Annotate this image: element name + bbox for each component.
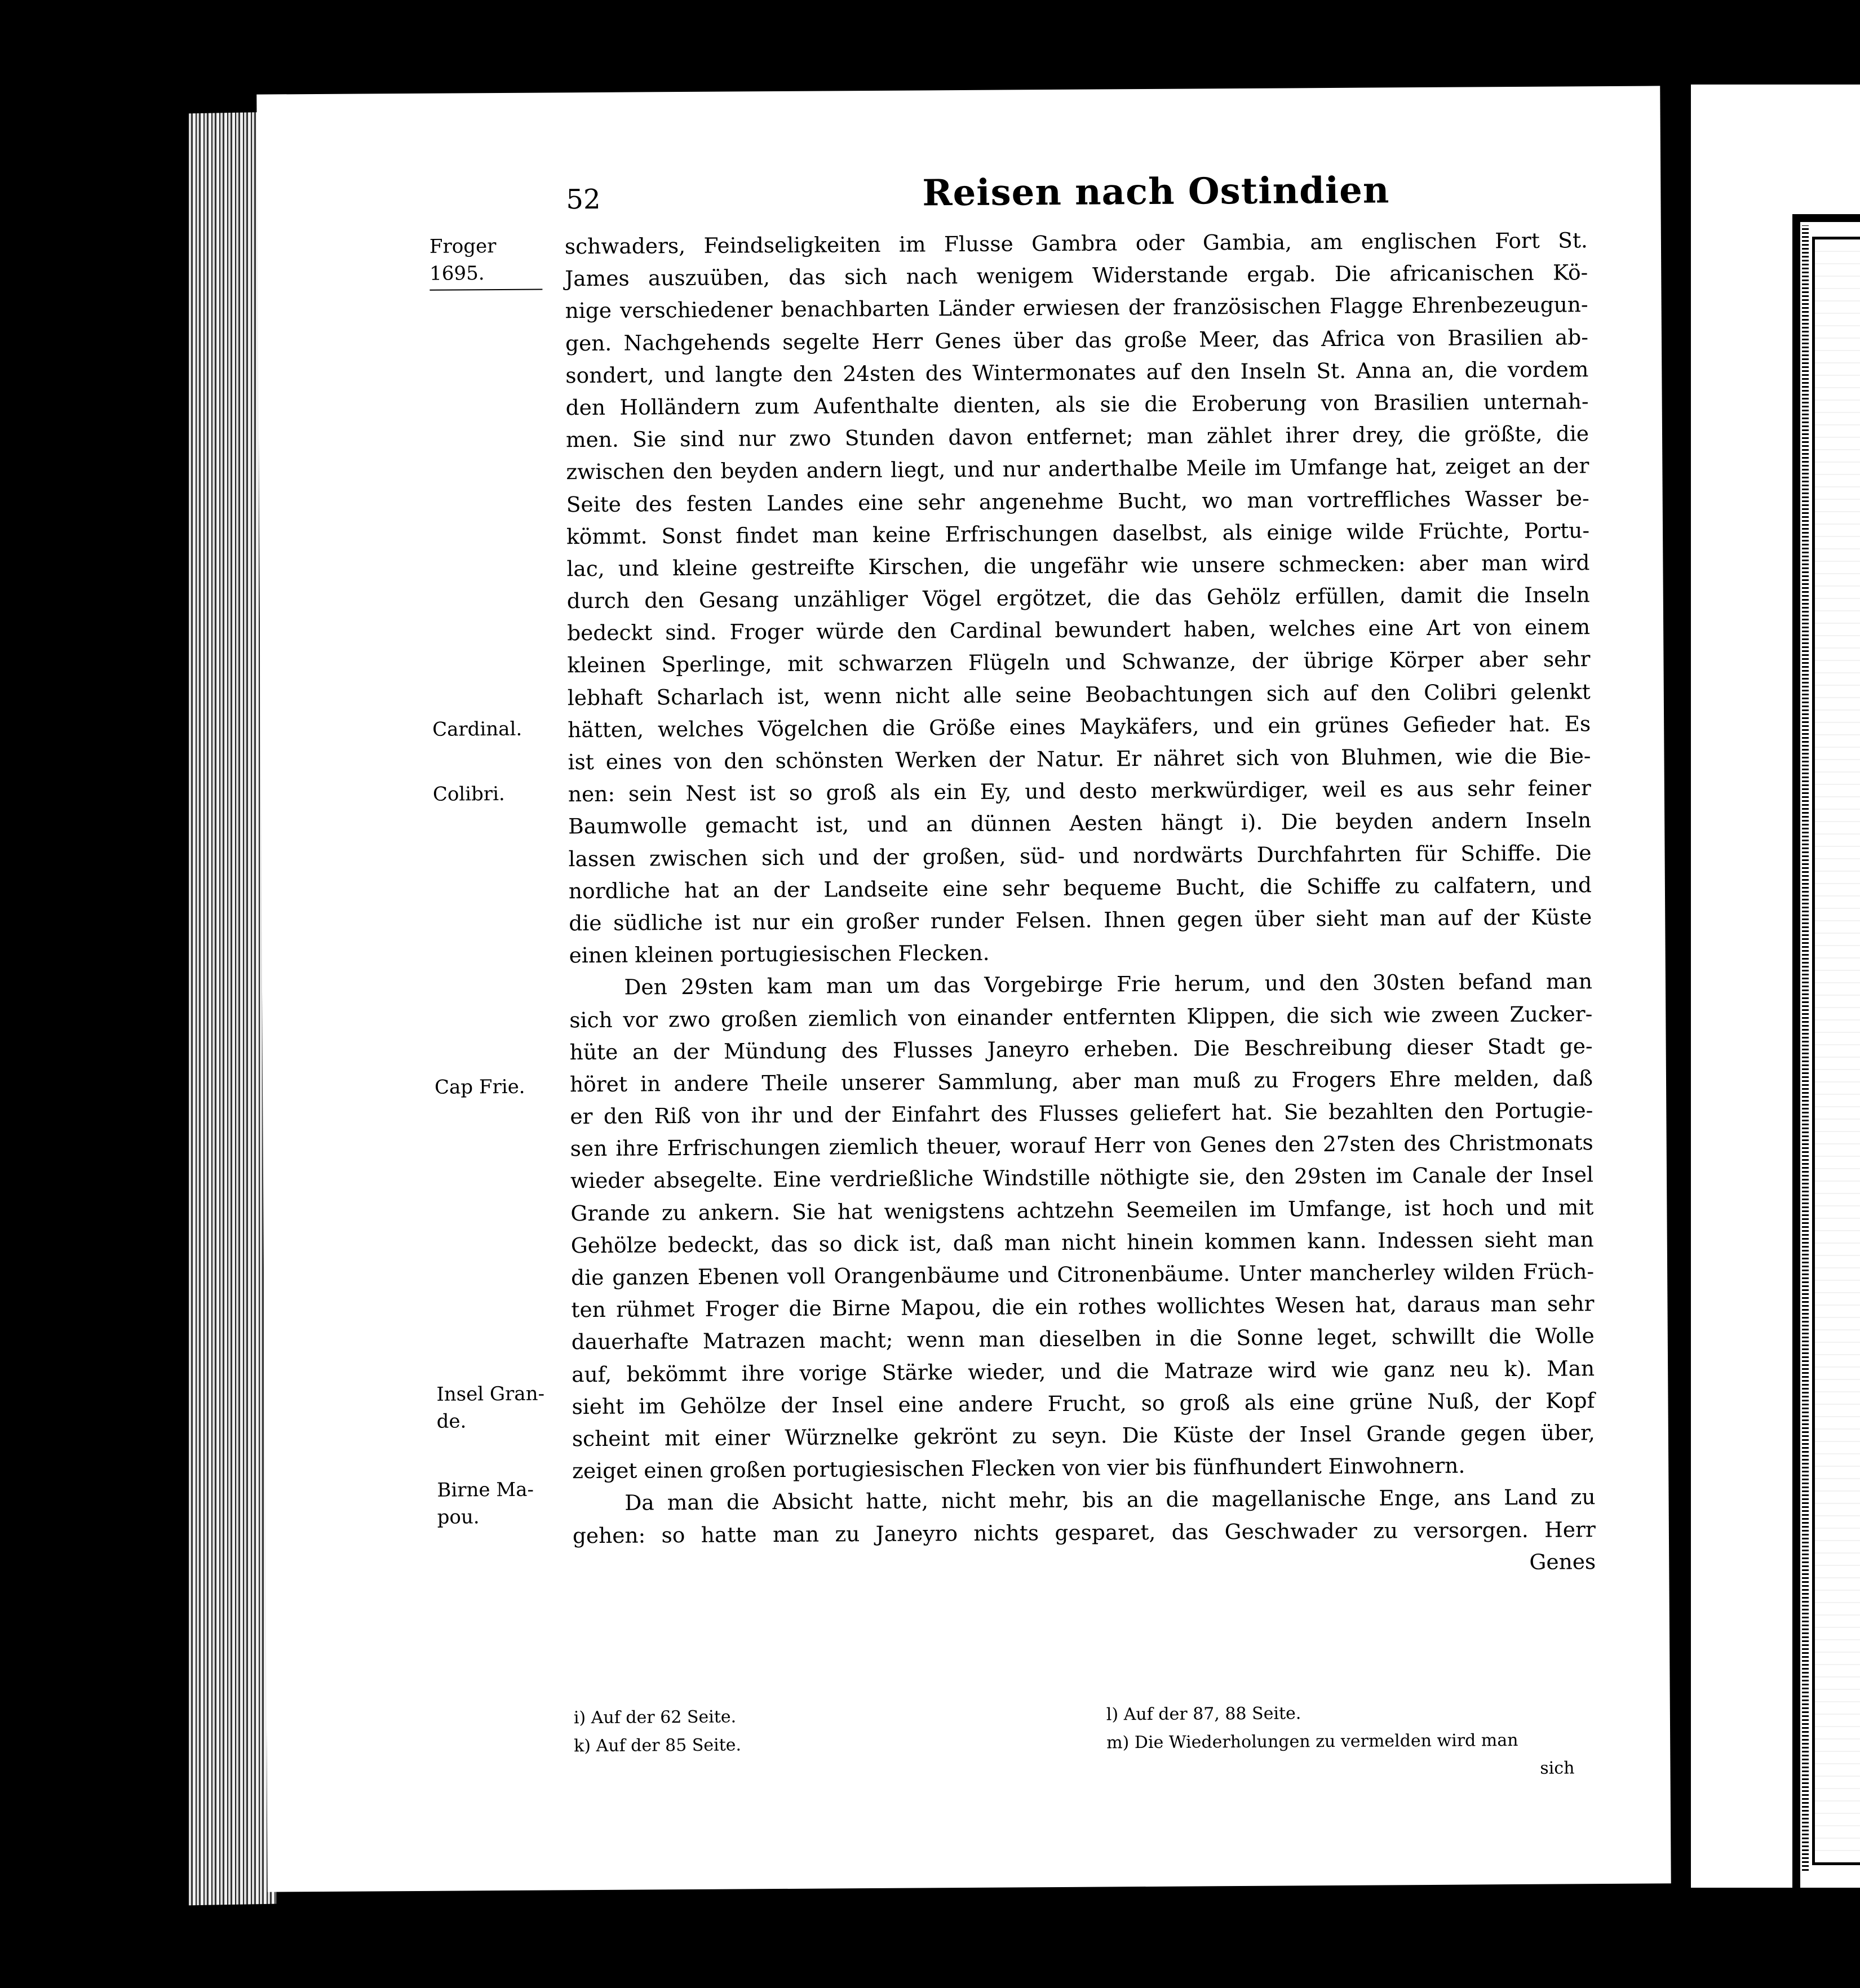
text-line: schwaders, Feindseligkeiten im Flusse Gambra oder Gambia, am englischen Fort St. [564, 228, 1588, 259]
text-line: er den Riß von ihr und der Einfahrt des Flusses geliefert hat. Sie bezahlten den Portugie- [570, 1098, 1593, 1129]
footnote: i) Auf der 62 Seite. [573, 1707, 737, 1728]
text-line: Baumwolle gemacht ist, und an dünnen Aesten hängt i). Die beyden andern Inseln [568, 807, 1592, 839]
margin-note: Cardinal. [432, 717, 522, 741]
text-line: wieder absegelte. Eine verdrießliche Windstille nöthigte sie, den 29sten im Canale der Insel [570, 1162, 1594, 1193]
text-line: hüte an der Mündung des Flusses Janeyro erheben. Die Beschreibung dieser Stadt ge- [569, 1033, 1593, 1064]
text-line: dauerhafte Matrazen macht; wenn man dieselben in die Sonne leget, schwillt die Wolle [571, 1323, 1595, 1355]
text-line: ten rühmet Froger die Birne Mapou, die ein rothes wollichtes Wesen hat, daraus man sehr [571, 1291, 1595, 1323]
book-page [256, 86, 1671, 1892]
text-line: gen. Nachgehends segelte Herr Genes über das große Meer, das Africa von Brasilien ab- [565, 324, 1589, 356]
margin-note: Cap Frie. [434, 1075, 525, 1099]
text-line: zwischen den beyden andern liegt, und nur anderthalbe Meile im Umfange hat, zeiget an der [566, 453, 1589, 485]
text-line: scheint mit einer Würznelke gekrönt zu seyn. Die Küste der Insel Grande gegen über, [572, 1420, 1595, 1452]
text-line: Gehölze bedeckt, das so dick ist, daß man nicht hinein kommen kann. Indessen sieht man [570, 1226, 1594, 1258]
text-line: sieht im Gehölze der Insel eine andere Frucht, so groß als eine grüne Nuß, der Kopf [572, 1387, 1595, 1419]
text-line: lassen zwischen sich und der großen, süd- und nordwärts Durchfahrten für Schiffe. Die [568, 840, 1592, 871]
running-head: Reisen nach Ostindien [922, 169, 1390, 215]
text-line: nen: sein Nest ist so groß als ein Ey, und desto merkwürdiger, weil es aus sehr feiner [568, 775, 1591, 807]
text-line: einen kleinen portugiesischen Flecken. [569, 940, 990, 968]
margin-note: Froger 1695. [429, 233, 543, 291]
footnote: m) Die Wiederholungen zu vermelden wird man [1106, 1730, 1518, 1753]
text-line: bedeckt sind. Froger würde den Cardinal bewundert haben, welches eine Art von einem [566, 614, 1591, 646]
text-line: den Holländern zum Aufenthalte dienten, als sie die Eroberung von Brasilien unternah- [565, 389, 1589, 420]
margin-note: Colibri. [432, 782, 505, 806]
footnote-catchword: sich [1540, 1758, 1575, 1778]
text-line: ist eines von den schönsten Werken der Natur. Er nähret sich von Bluhmen, wie die Bie- [568, 743, 1591, 775]
text-line: Da man die Absicht hatte, nicht mehr, bis an die magellanische Enge, ans Land zu [572, 1484, 1596, 1516]
footnotes-left-column [574, 1703, 741, 1760]
text-line: Seite des festen Landes eine sehr angenehme Bucht, wo man vortreffliches Wasser be- [566, 485, 1589, 517]
margin-note: Insel Gran- de. [436, 1382, 545, 1433]
text-line: nordliche hat an der Landseite eine sehr bequeme Bucht, die Schiffe zu calfatern, und [568, 872, 1592, 904]
page-number: 52 [566, 183, 601, 216]
text-line: nige verschiedener benachbarten Länder erwiesen der französischen Flagge Ehrenbezeugun- [565, 292, 1588, 323]
facing-page-inner-frame [1812, 237, 1860, 1865]
text-line: men. Sie sind nur zwo Stunden davon entfernet; man zählet ihrer drey, die größte, die [565, 421, 1589, 452]
text-line: zeiget einen großen portugiesischen Flecken von vier bis fünfhundert Einwohnern. [572, 1453, 1465, 1484]
text-line: die südliche ist nur ein großer runder Felsen. Ihnen gegen über sieht man auf der Küste [569, 904, 1592, 936]
text-line: sondert, und langte den 24sten des Wintermonates auf den Inseln St. Anna an, die vordem [565, 356, 1589, 388]
text-line: höret in andere Theile unserer Sammlung, aber man muß zu Frogers Ehre melden, daß [569, 1066, 1593, 1097]
text-line: kleinen Sperlinge, mit schwarzen Flügeln und Schwanze, der übrige Körper aber sehr [567, 646, 1591, 678]
text-line: durch den Gesang unzähliger Vögel ergötzet, die das Gehölz erfüllen, damit die Inseln [566, 582, 1590, 614]
footnote: k) Auf der 85 Seite. [574, 1735, 742, 1756]
text-line: kömmt. Sonst findet man keine Erfrischungen daselbst, als einige wilde Früchte, Portu- [566, 517, 1590, 549]
body-text [565, 224, 1596, 1584]
text-line: gehen: so hatte man zu Janeyro nichts gesparet, das Geschwader zu versorgen. Herr [572, 1516, 1596, 1548]
text-line: Den 29sten kam man um das Vorgebirge Frie herum, und den 30sten befand man [569, 969, 1593, 1000]
text-line: sich vor zwo großen ziemlich von einander entfernten Klippen, die sich wie zween Zucker- [569, 1001, 1593, 1032]
footnote: l) Auf der 87, 88 Seite. [1106, 1703, 1301, 1725]
text-line: sen ihre Erfrischungen ziemlich theuer, worauf Herr von Genes den 27sten des Christmonats [570, 1130, 1593, 1161]
facing-page [1691, 85, 1860, 1888]
text-line: die ganzen Ebenen voll Orangenbäume und Citronenbäume. Unter mancherley wilden Früch- [570, 1259, 1595, 1290]
text-line: lac, und kleine gestreifte Kirschen, die ungefähr wie unsere schmecken: aber man wird [566, 550, 1590, 582]
text-line: hätten, welches Vögelchen die Größe eines Maykäfers, und ein grünes Gefieder hat. Es [568, 711, 1591, 743]
facing-page-ornament [1802, 225, 1809, 1871]
margin-note: Birne Ma- pou. [437, 1478, 534, 1529]
footnotes-right-column [1106, 1698, 1575, 1785]
text-line: Grande zu ankern. Sie hat wenigstens achtzehn Seemeilen im Umfange, ist hoch und mit [570, 1194, 1594, 1226]
text-line: James auszuüben, das sich nach wenigem Widerstande ergab. Die africanischen Kö- [565, 260, 1588, 291]
catchword: Genes [1529, 1548, 1596, 1574]
text-line: auf, bekömmt ihre vorige Stärke wieder, und die Matraze wird wie ganz neu k). Man [572, 1355, 1595, 1387]
text-line: lebhaft Scharlach ist, wenn nicht alle seine Beobachtungen sich auf den Colibri gelenkt [567, 678, 1591, 710]
